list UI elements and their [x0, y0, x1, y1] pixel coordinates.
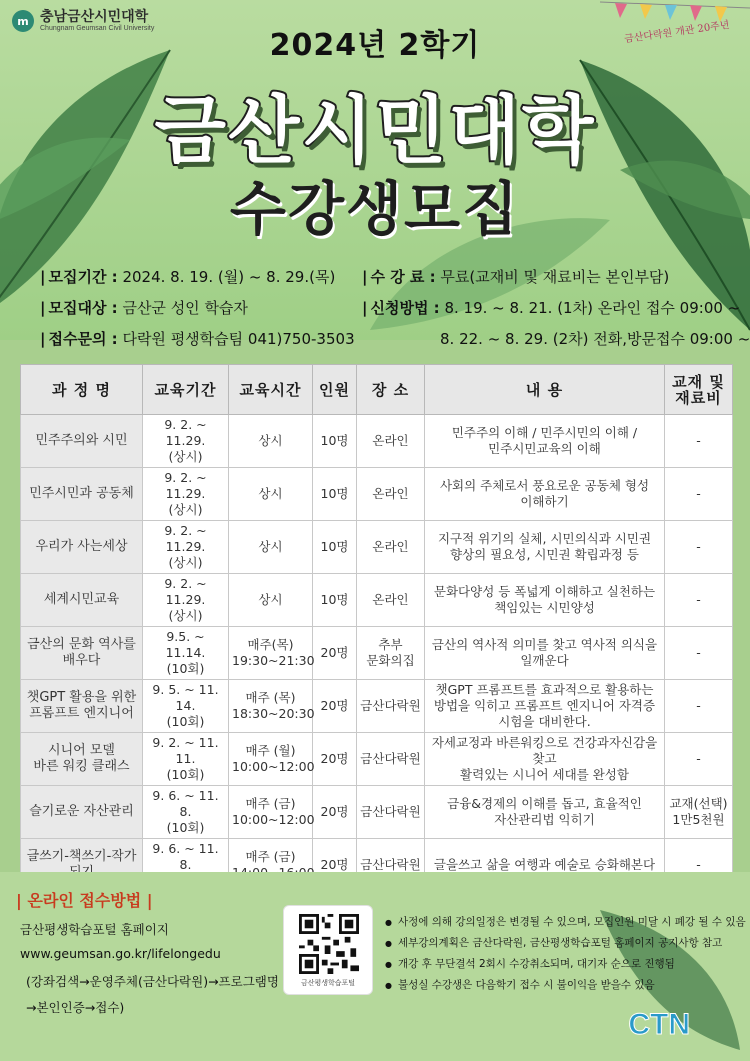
- cell-place: 온라인: [357, 468, 425, 521]
- online-steps-2: →본인인증→접수): [26, 1000, 125, 1015]
- qr-caption: 금산평생학습포털: [300, 979, 356, 987]
- info-method-2: 8. 22. ~ 8. 29. (2차) 전화,방문접수 09:00 ~: [440, 330, 750, 348]
- cell-count: 20명: [313, 839, 357, 892]
- cell-count: 10명: [313, 574, 357, 627]
- table-row: [21, 627, 733, 680]
- logo-mark-icon: m: [12, 10, 34, 32]
- cell-name: 슬기로운 자산관리: [21, 786, 143, 839]
- cell-time: 상시: [229, 468, 313, 521]
- cell-place: 온라인: [357, 574, 425, 627]
- cell-time: 상시: [229, 574, 313, 627]
- cell-content: 문화다양성 등 폭넓게 이해하고 실천하는 책임있는 시민양성: [425, 574, 665, 627]
- course-table: [20, 364, 733, 892]
- cell-name: 시니어 모델 바른 워킹 클래스: [21, 733, 143, 786]
- cell-count: 20명: [313, 786, 357, 839]
- cell-place: 금산다락원: [357, 839, 425, 892]
- cell-time: 매주(목) 19:30~21:30: [229, 627, 313, 680]
- cell-count: 20명: [313, 627, 357, 680]
- col-header-fee: 교재 및 재료비: [665, 365, 733, 415]
- cell-name: 민주시민과 공동체: [21, 468, 143, 521]
- cell-name: 우리가 사는세상: [21, 521, 143, 574]
- col-header-place: 장 소: [357, 365, 425, 415]
- cell-name: 챗GPT 활용을 위한 프롬프트 엔지니어: [21, 680, 143, 733]
- cell-content: 자세교정과 바른워킹으로 건강과자신감을찾고 활력있는 시니어 세대를 완성함: [425, 733, 665, 786]
- table-row: [21, 415, 733, 468]
- cell-count: 20명: [313, 680, 357, 733]
- info-target-value: 금산군 성인 학습자: [122, 299, 248, 317]
- info-fee-value: 무료(교재비 및 재료비는 본인부담): [440, 268, 670, 286]
- cell-content: 금융&경제의 이해를 돕고, 효율적인 자산관리법 익히기: [425, 786, 665, 839]
- cell-count: 10명: [313, 521, 357, 574]
- anniversary-banner: 금산다락원 개관 20주년: [623, 19, 731, 46]
- cell-fee: 교재(선택) 1만5천원: [665, 786, 733, 839]
- info-method-value1: 8. 19. ~ 8. 21. (1차) 온라인 접수 09:00 ~: [444, 299, 741, 317]
- cell-content: 금산의 역사적 의미를 찾고 역사적 의식을 일깨운다: [425, 627, 665, 680]
- qr-code-icon: [299, 914, 359, 974]
- online-portal-url[interactable]: www.geumsan.go.kr/lifelongedu: [20, 946, 221, 961]
- col-header-time: 교육시간: [229, 365, 313, 415]
- cell-place: 금산다락원: [357, 786, 425, 839]
- table-row: [21, 468, 733, 521]
- notice-item: ● 세부강의계획은 금산다락원, 금산평생학습포털 홈페이지 공지사항 참고: [385, 933, 747, 954]
- info-period-value: 2024. 8. 19. (월) ~ 8. 29.(목): [122, 268, 336, 286]
- cell-period: 9.5. ~ 11.14. (10회): [143, 627, 229, 680]
- page-subtitle: 수강생모집: [229, 175, 521, 243]
- info-period-label: 모집기간 :: [48, 268, 118, 286]
- col-header-count: 인원: [313, 365, 357, 415]
- info-method-label: 신청방법 :: [370, 299, 440, 317]
- cell-fee: -: [665, 680, 733, 733]
- cell-content: 지구적 위기의 실체, 시민의식과 시민권 향상의 필요성, 시민권 확립과정 등: [425, 521, 665, 574]
- info-target: | 모집대상 : 금산군 성인 학습자: [40, 299, 248, 317]
- info-period: | 모집기간 : 2024. 8. 19. (월) ~ 8. 29.(목): [40, 268, 336, 286]
- cell-period: 9. 2. ~ 11. 11. (10회): [143, 733, 229, 786]
- semester-heading: 2024년 2학기: [269, 28, 481, 63]
- cell-period: 9. 6. ~ 11. 8.: [143, 839, 229, 892]
- notice-item: ● 불성실 수강생은 다음학기 접수 시 불이익을 받을수 있음: [385, 975, 747, 996]
- cell-fee: -: [665, 415, 733, 468]
- cell-time: 매주 (월) 10:00~12:00: [229, 733, 313, 786]
- cell-place: 금산다락원: [357, 680, 425, 733]
- cell-period: 9. 6. ~ 11. 8. (10회): [143, 786, 229, 839]
- cell-count: 10명: [313, 415, 357, 468]
- cell-place: 온라인: [357, 521, 425, 574]
- notice-item: ● 사정에 의해 강의일정은 변경될 수 있으며, 모집인원 미달 시 폐강 될 수 있음: [385, 912, 747, 933]
- cell-time: 매주 (목) 18:30~20:30: [229, 680, 313, 733]
- info-fee: | 수 강 료 : 무료(교재비 및 재료비는 본인부담): [362, 268, 670, 286]
- col-header-period: 교육기간: [143, 365, 229, 415]
- org-sub: Chungnam Geumsan Civil University: [40, 25, 155, 32]
- cell-name: 세계시민교육: [21, 574, 143, 627]
- cell-fee: -: [665, 627, 733, 680]
- table-body: [21, 415, 733, 892]
- ctn-logo: CTN: [628, 1008, 690, 1041]
- cell-fee: -: [665, 574, 733, 627]
- cell-content: 글을쓰고 삶을 여행과 예술로 승화해본다: [425, 839, 665, 892]
- cell-time: 상시: [229, 521, 313, 574]
- online-steps-1: (강좌검색→운영주체(금산다락원)→프로그램명: [26, 974, 279, 989]
- cell-period: 9. 2. ~ 11.29. (상시): [143, 415, 229, 468]
- col-header-name: 과 정 명: [21, 365, 143, 415]
- cell-content: 민주주의 이해 / 민주시민의 이해 / 민주시민교육의 이해: [425, 415, 665, 468]
- cell-place: 금산다락원: [357, 733, 425, 786]
- cell-time: 상시: [229, 415, 313, 468]
- info-contact: | 접수문의 : 다락원 평생학습팀 041)750-3503: [40, 330, 355, 348]
- cell-fee: -: [665, 839, 733, 892]
- table-row: [21, 574, 733, 627]
- info-fee-label: 수 강 료 :: [370, 268, 436, 286]
- table-header-row: [21, 365, 733, 415]
- cell-count: 20명: [313, 733, 357, 786]
- notice-item: ● 개강 후 무단결석 2회시 수강취소되며, 대기자 순으로 진행됨: [385, 954, 747, 975]
- cell-count: 10명: [313, 468, 357, 521]
- info-method: | 신청방법 : 8. 19. ~ 8. 21. (1차) 온라인 접수 09:00 ~: [362, 299, 741, 317]
- cell-content: 챗GPT 프롬프트를 효과적으로 활용하는 방법을 익히고 프롬프트 엔지니어 자격증 시험을 대비한다.: [425, 680, 665, 733]
- cell-place: 추부 문화의집: [357, 627, 425, 680]
- table-row: [21, 680, 733, 733]
- notice-list: [385, 912, 747, 996]
- cell-fee: -: [665, 521, 733, 574]
- page-title: 금산시민대학: [154, 88, 596, 174]
- info-contact-value: 다락원 평생학습팀 041)750-3503: [122, 330, 355, 348]
- online-apply-title: | 온라인 접수방법 |: [16, 891, 153, 910]
- cell-fee: -: [665, 468, 733, 521]
- cell-period: 9. 2. ~ 11.29. (상시): [143, 468, 229, 521]
- cell-name: 글쓰기-책쓰기-작가: [21, 839, 143, 892]
- cell-name: 민주주의와 시민: [21, 415, 143, 468]
- info-contact-label: 접수문의 :: [48, 330, 118, 348]
- cell-period: 9. 5. ~ 11. 14. (10회): [143, 680, 229, 733]
- cell-place: 온라인: [357, 415, 425, 468]
- cell-period: 9. 2. ~ 11.29. (상시): [143, 521, 229, 574]
- col-header-content: 내 용: [425, 365, 665, 415]
- cell-fee: -: [665, 733, 733, 786]
- qr-code-box[interactable]: [283, 905, 373, 995]
- cell-time: 매주 (금) 10:00~12:00: [229, 786, 313, 839]
- table-row: [21, 733, 733, 786]
- table-row: [21, 786, 733, 839]
- cell-period: 9. 2. ~ 11.29. (상시): [143, 574, 229, 627]
- cell-time: 매주 (금): [229, 839, 313, 892]
- online-portal-name: 금산평생학습포털 홈페이지: [20, 922, 169, 937]
- org-name: 충남금산시민대학: [40, 9, 149, 25]
- info-target-label: 모집대상 :: [48, 299, 118, 317]
- cell-content: 사회의 주체로서 풍요로운 공동체 형성 이해하기: [425, 468, 665, 521]
- table-row: [21, 521, 733, 574]
- cell-name: 금산의 문화 역사를 배우다: [21, 627, 143, 680]
